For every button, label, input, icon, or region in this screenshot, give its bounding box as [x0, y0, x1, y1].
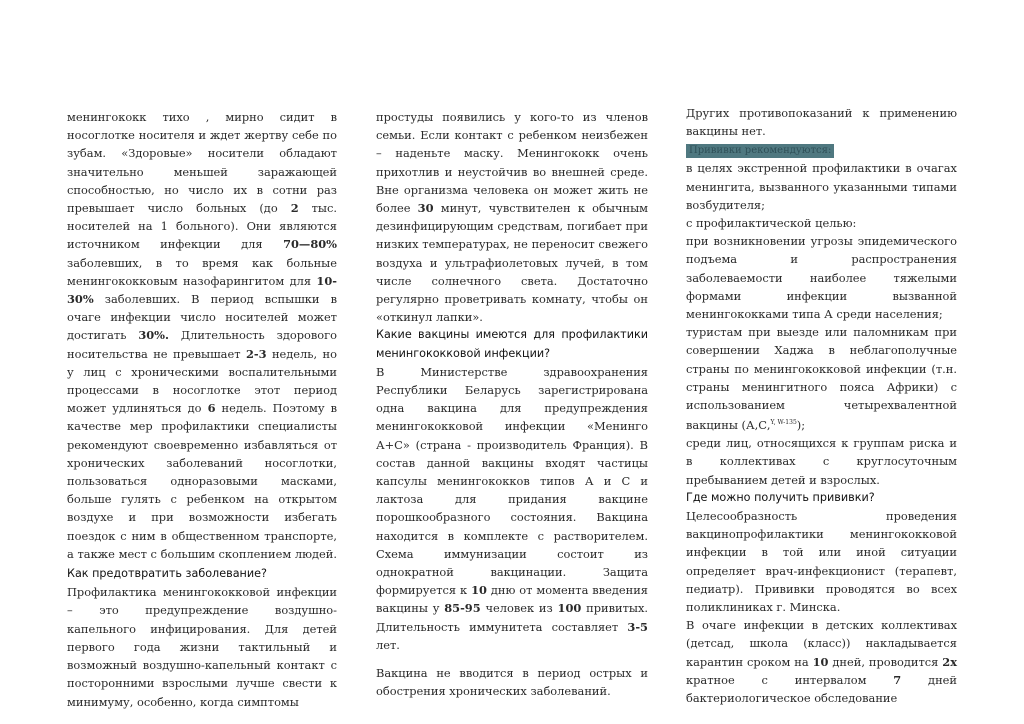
paragraph-contraindications: Вакцина не вводится в период острых и обострения хронических заболеваний.: [376, 666, 648, 699]
paragraph-epidemic-threat: при возникновении угрозы эпидемического подъема и распространения заболеваемости наиболее тяжелыми формами инфекции вызванной менингококками типа А среди населения;: [686, 234, 957, 322]
paragraph-meningococcus-survival: простуды появились у кого-то из членов семьи. Если контакт с ребенком неизбежен – наденьте маску. Менингококк очень прихотлив и неустойчив во внешней среде. Вне организма человека он может жить не более 30 минут, чувствителен к обычным дезинфицирующим средствам, погибает при низких температурах, не переносит свежего воздуха и ультрафиолетовых лучей, в том числе солнечного света. Достаточно регулярно проветривать комнату, чтобы он «откинул лапки».: [376, 110, 648, 325]
heading-vaccines: Какие вакцины имеются для профилактики менингококковой инфекции?: [376, 328, 648, 360]
paragraph-travelers: туристам при выезде или паломникам при совершении Хаджа в неблагополучные страны по менингококковой инфекции (т.н. страны менингитного пояса Африки) с использованием четырехвалентной вакцины (А,С,$^{Y, W-135}$);: [686, 325, 957, 433]
paragraph-prophylaxis: Профилактика менингококковой инфекции – это предупреждение воздушно-капельного инфицирования. Для детей первого года жизни тактильный и возможный воздушно-капельный контакт с посторонними взрослыми лучше свести к минимуму, особенно, когда симптомы: [67, 585, 337, 709]
paragraph-carriers: менингококк тихо , мирно сидит в носоглотке носителя и ждет жертву себе по зубам. «Здоровые» носители обладают значительно меньшей заражающей способностью, но число их в сотни раз превышает число больных (до 2 тыс. носителей на 1 больного). Они являются источником инфекции для 70—80% заболевших, в то время как больные менингококковым назофарингитом для 10- 30% заболевших. В период вспышки в очаге инфекции число носителей может достигать 30%. Длительность здорового носительства не превышает 2-3 недель, но у лиц с хроническими воспалительными процессами в носоглотке этот период может удлиняться до 6 недель. Поэтому в качестве мер профилактики специалисты рекомендуют своевременно избавляться от хронических заболеваний носоглотки, пользоваться одноразовыми масками, больше гулять с ребенком на открытом воздухе и при возможности избегать поездок с ним в общественном транспорте, а также мест с большим скоплением людей. Как предотвратить заболевание?: [67, 110, 337, 581]
paragraph-quarantine: В очаге инфекции в детских коллективах (детсад, школа (класс)) накладывается карантин сроком на 10 дней, проводится 2х кратное с интервалом 7 дней бактериологическое обследование: [686, 618, 958, 706]
paragraph-risk-groups: среди лиц, относящихся к группам риска и в коллективах с круглосуточным пребыванием детей и взрослых.: [686, 436, 957, 487]
column-2: [376, 108, 648, 701]
paragraph-emergency: в целях экстренной профилактики в очагах менингита, вызванного указанными типами возбудителя;: [686, 161, 957, 212]
heading-where-vaccinate: Где можно получить прививки?: [686, 490, 875, 504]
paragraph-vaccine-description: В Министерстве здравоохранения Республики Беларусь зарегистрирована одна вакцина для предупреждения менингококковой инфекции «Менинго А+С» (страна - производитель Франция). В состав данной вакцины входят частицы капсулы менингококков типов А и С и лактоза для придания вакцине порошкообразного состояния. Вакцина находится в комплекте с растворителем. Схема иммунизации состоит из однократной вакцинации. Защита формируется к 10 дню от момента введения вакцины у 85-95 человек из 100 привитых. Длительность иммунитета составляет 3-5 лет.: [376, 364, 649, 652]
heading-prevention: Как предотвратить заболевание?: [67, 567, 267, 581]
highlighted-text: Прививки рекомендуются:: [686, 144, 834, 158]
column-1: [67, 108, 337, 711]
column-3: [686, 104, 957, 707]
paragraph-no-contraindications: Других противопоказаний к применению вакцины нет.: [686, 106, 957, 139]
paragraph-expediency: Целесообразность проведения вакцинопрофилактики менингококковой инфекции в той или иной ситуации определяет врач-инфекционист (терапевт, педиатр). Прививки проводятся во всех поликлиниках г. Минска.: [686, 509, 957, 615]
paragraph-preventive-purpose: с профилактической целью:: [686, 216, 857, 231]
